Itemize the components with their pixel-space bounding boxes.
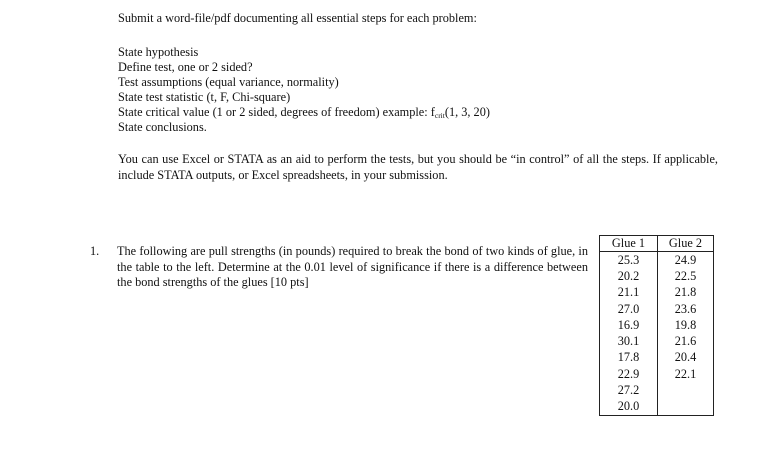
problem-number: 1. (90, 244, 100, 258)
step-define-test: Define test, one or 2 sided? (118, 60, 253, 74)
header-glue-2: Glue 2 (658, 236, 714, 252)
cell-glue-2: 20.4 (658, 350, 714, 366)
table-row (600, 333, 714, 349)
step-conclusions: State conclusions. (118, 120, 207, 134)
cell-glue-1: 25.3 (600, 252, 658, 269)
critical-value-text: State critical value (1 or 2 sided, degrees of freedom) example: f (118, 105, 435, 119)
table-header-row (600, 236, 714, 252)
cell-glue-1: 27.0 (600, 301, 658, 317)
crit-subscript: crit (434, 111, 445, 120)
cell-glue-1: 27.2 (600, 382, 658, 398)
step-test-statistic: State test statistic (t, F, Chi-square) (118, 90, 291, 104)
table-row (600, 366, 714, 382)
table-row (600, 350, 714, 366)
cell-glue-2: 21.6 (658, 333, 714, 349)
table-row (600, 301, 714, 317)
cell-glue-1: 20.0 (600, 399, 658, 416)
cell-glue-2: 23.6 (658, 301, 714, 317)
table-row (600, 317, 714, 333)
cell-glue-1: 22.9 (600, 366, 658, 382)
cell-glue-2: 21.8 (658, 285, 714, 301)
step-assumptions: Test assumptions (equal variance, normality) (118, 75, 339, 89)
cell-glue-1: 21.1 (600, 285, 658, 301)
cell-glue-1: 30.1 (600, 333, 658, 349)
crit-args: (1, 3, 20) (444, 105, 490, 119)
cell-glue-2 (658, 399, 714, 416)
step-critical-value (118, 105, 490, 121)
cell-glue-2: 22.5 (658, 268, 714, 284)
excel-note: You can use Excel or STATA as an aid to perform the tests, but you should be “in control” of all the steps. If applicable, include STATA outputs, or Excel spreadsheets, in your submission. (118, 152, 718, 182)
cell-glue-2: 24.9 (658, 252, 714, 269)
problem-text: The following are pull strengths (in pounds) required to break the bond of two kinds of glue, in the table to the left. Determine at the 0.01 level of significance if there is a difference between the bond strengths of the glues [10 pts] (117, 244, 588, 289)
intro-text: Submit a word-file/pdf documenting all essential steps for each problem: (118, 11, 477, 25)
table-row (600, 382, 714, 398)
cell-glue-2 (658, 382, 714, 398)
table-row (600, 268, 714, 284)
header-glue-1: Glue 1 (600, 236, 658, 252)
step-hypothesis: State hypothesis (118, 45, 199, 59)
table-row (600, 285, 714, 301)
cell-glue-1: 20.2 (600, 268, 658, 284)
cell-glue-2: 22.1 (658, 366, 714, 382)
cell-glue-2: 19.8 (658, 317, 714, 333)
glue-table (599, 235, 714, 416)
cell-glue-1: 16.9 (600, 317, 658, 333)
cell-glue-1: 17.8 (600, 350, 658, 366)
table-row (600, 252, 714, 269)
table-row (600, 399, 714, 416)
